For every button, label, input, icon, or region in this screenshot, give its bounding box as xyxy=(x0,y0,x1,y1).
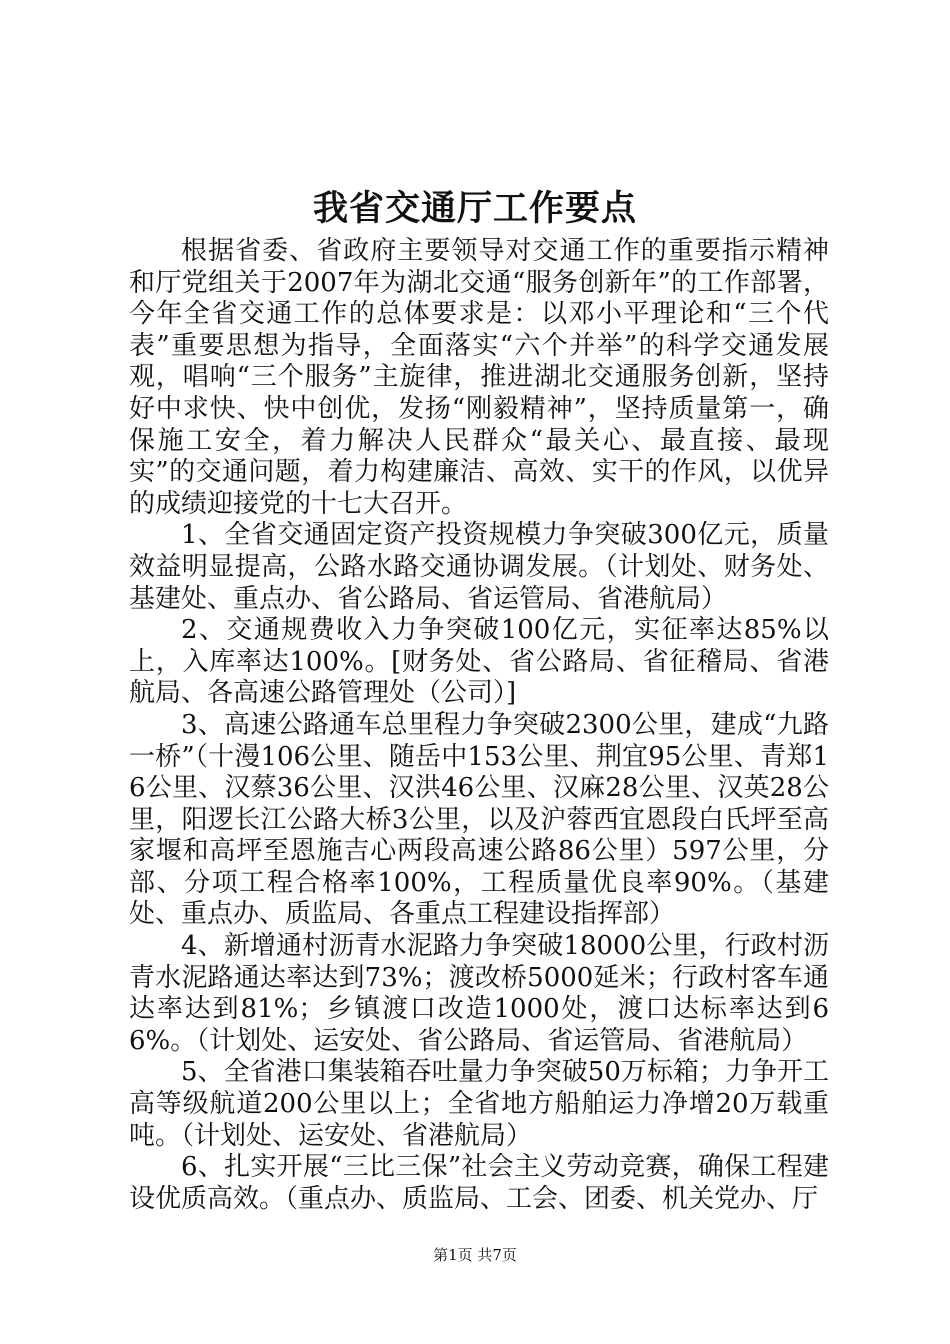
item-paragraph-3: 3、高速公路通车总里程力争突破2300公里，建成“九路一桥”（十漫106公里、随岳中153公里、荆宜95公里、青郑16公里、汉蔡36公里、汉洪46公里、汉麻28公里、汉英28公里，阳逻长江公路大桥3公里，以及沪蓉西宜恩段白氏坪至高家堰和高坪至恩施吉心两段高速公路86公里）597公里，分部、分项工程合格率100%，工程质量优良率90%。（基建处、重点办、质监局、各重点工程建设指挥部） xyxy=(129,709,829,930)
item-paragraph-6: 6、扎实开展“三比三保”社会主义劳动竞赛，确保工程建设优质高效。（重点办、质监局、工会、团委、机关党办、厅 xyxy=(129,1152,829,1214)
document-title: 我省交通厅工作要点 xyxy=(312,188,637,229)
item-paragraph-1: 1、全省交通固定资产投资规模力争突破300亿元，质量效益明显提高，公路水路交通协调发展。（计划处、财务处、基建处、重点办、省公路局、省运管局、省港航局） xyxy=(129,520,829,614)
item-paragraph-4: 4、新增通村沥青水泥路力争突破18000公里，行政村沥青水泥路通达率达到73%；渡改桥5000延米；行政村客车通达率达到81%；乡镇渡口改造1000处，渡口达标率达到66%。（计划处、运安处、省公路局、省运管局、省港航局） xyxy=(129,931,829,1056)
intro-paragraph: 根据省委、省政府主要领导对交通工作的重要指示精神和厅党组关于2007年为湖北交通“服务创新年”的工作部署，今年全省交通工作的总体要求是：以邓小平理论和“三个代表”重要思想为指导，全面落实“六个并举”的科学交通发展观，唱响“三个服务”主旋律，推进湖北交通服务创新，坚持好中求快、快中创优，发扬“刚毅精神”，坚持质量第一，确保施工安全，着力解决人民群众“最关心、最直接、最现实”的交通问题，着力构建廉洁、高效、实干的作风，以优异的成绩迎接党的十七大召开。 xyxy=(129,236,829,519)
item-paragraph-2: 2、交通规费收入力争突破100亿元，实征率达85%以上，入库率达100%。[财务处、省公路局、省征稽局、省港航局、各高速公路管理处（公司）] xyxy=(129,615,829,709)
item-paragraph-5: 5、全省港口集装箱吞吐量力争突破50万标箱；力争开工高等级航道200公里以上；全省地方船舶运力净增20万载重吨。（计划处、运安处、省港航局） xyxy=(129,1057,829,1151)
document-body xyxy=(129,236,829,1215)
page-footer: 第1页 共7页 xyxy=(433,1246,517,1264)
